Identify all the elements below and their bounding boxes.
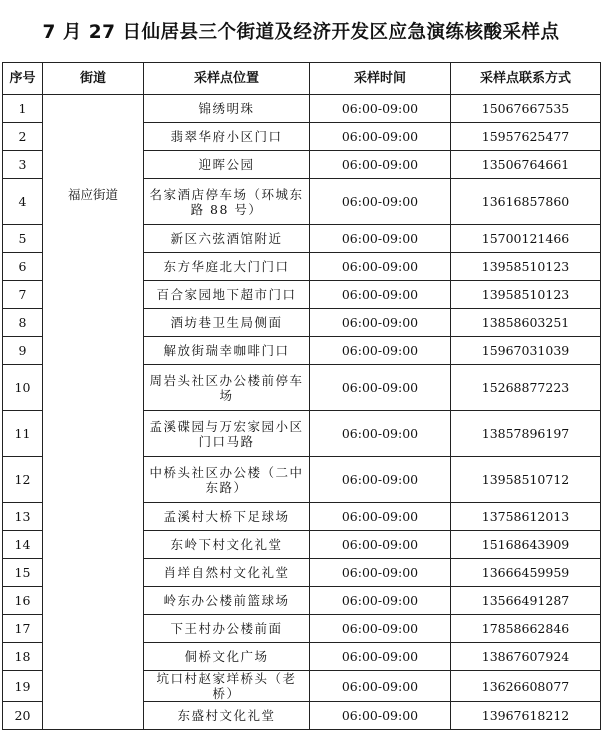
cell-no: 4 — [3, 179, 43, 225]
cell-time: 06:00-09:00 — [310, 253, 451, 281]
cell-phone: 13566491287 — [451, 587, 601, 615]
cell-no: 20 — [3, 702, 43, 730]
cell-location: 锦绣明珠 — [144, 95, 310, 123]
cell-time: 06:00-09:00 — [310, 457, 451, 503]
cell-phone: 15268877223 — [451, 365, 601, 411]
cell-no: 7 — [3, 281, 43, 309]
cell-time: 06:00-09:00 — [310, 531, 451, 559]
cell-phone: 15967031039 — [451, 337, 601, 365]
sampling-sites-table — [2, 62, 601, 730]
cell-no: 19 — [3, 671, 43, 702]
cell-phone: 13626608077 — [451, 671, 601, 702]
cell-phone: 13958510123 — [451, 253, 601, 281]
cell-time: 06:00-09:00 — [310, 615, 451, 643]
cell-no: 16 — [3, 587, 43, 615]
cell-street: 福应街道 — [43, 95, 144, 730]
cell-phone: 15957625477 — [451, 123, 601, 151]
header-location: 采样点位置 — [144, 63, 310, 95]
cell-time: 06:00-09:00 — [310, 179, 451, 225]
cell-time: 06:00-09:00 — [310, 309, 451, 337]
cell-phone: 15168643909 — [451, 531, 601, 559]
cell-no: 13 — [3, 503, 43, 531]
cell-time: 06:00-09:00 — [310, 281, 451, 309]
cell-location: 肖垟自然村文化礼堂 — [144, 559, 310, 587]
cell-phone: 13616857860 — [451, 179, 601, 225]
cell-location: 东盛村文化礼堂 — [144, 702, 310, 730]
cell-location: 翡翠华府小区门口 — [144, 123, 310, 151]
cell-phone: 13666459959 — [451, 559, 601, 587]
cell-time: 06:00-09:00 — [310, 702, 451, 730]
cell-location: 迎晖公园 — [144, 151, 310, 179]
cell-location: 酒坊巷卫生局侧面 — [144, 309, 310, 337]
table-row — [3, 95, 601, 123]
cell-time: 06:00-09:00 — [310, 123, 451, 151]
cell-time: 06:00-09:00 — [310, 151, 451, 179]
header-time: 采样时间 — [310, 63, 451, 95]
cell-time: 06:00-09:00 — [310, 95, 451, 123]
cell-no: 2 — [3, 123, 43, 151]
cell-phone: 13967618212 — [451, 702, 601, 730]
cell-no: 1 — [3, 95, 43, 123]
cell-no: 17 — [3, 615, 43, 643]
cell-no: 14 — [3, 531, 43, 559]
cell-time: 06:00-09:00 — [310, 671, 451, 702]
cell-no: 8 — [3, 309, 43, 337]
cell-time: 06:00-09:00 — [310, 559, 451, 587]
header-no: 序号 — [3, 63, 43, 95]
cell-phone: 13858603251 — [451, 309, 601, 337]
cell-no: 3 — [3, 151, 43, 179]
cell-location: 百合家园地下超市门口 — [144, 281, 310, 309]
cell-phone: 15067667535 — [451, 95, 601, 123]
cell-time: 06:00-09:00 — [310, 411, 451, 457]
cell-location: 侗桥文化广场 — [144, 643, 310, 671]
cell-location: 坑口村赵家垟桥头（老桥） — [144, 671, 310, 702]
cell-phone: 17858662846 — [451, 615, 601, 643]
cell-time: 06:00-09:00 — [310, 503, 451, 531]
cell-location: 解放街瑞幸咖啡门口 — [144, 337, 310, 365]
cell-phone: 15700121466 — [451, 225, 601, 253]
cell-no: 15 — [3, 559, 43, 587]
table-header-row — [3, 63, 601, 95]
cell-no: 18 — [3, 643, 43, 671]
cell-phone: 13506764661 — [451, 151, 601, 179]
cell-time: 06:00-09:00 — [310, 643, 451, 671]
cell-location: 孟溪村大桥下足球场 — [144, 503, 310, 531]
cell-time: 06:00-09:00 — [310, 365, 451, 411]
cell-phone: 13758612013 — [451, 503, 601, 531]
cell-phone: 13857896197 — [451, 411, 601, 457]
cell-phone: 13958510712 — [451, 457, 601, 503]
cell-no: 11 — [3, 411, 43, 457]
cell-location: 中桥头社区办公楼（二中东路） — [144, 457, 310, 503]
cell-no: 6 — [3, 253, 43, 281]
cell-location: 孟溪碟园与万宏家园小区门口马路 — [144, 411, 310, 457]
cell-location: 东方华庭北大门门口 — [144, 253, 310, 281]
cell-location: 岭东办公楼前篮球场 — [144, 587, 310, 615]
cell-no: 5 — [3, 225, 43, 253]
cell-phone: 13958510123 — [451, 281, 601, 309]
cell-no: 12 — [3, 457, 43, 503]
header-phone: 采样点联系方式 — [451, 63, 601, 95]
cell-location: 东岭下村文化礼堂 — [144, 531, 310, 559]
cell-no: 9 — [3, 337, 43, 365]
header-street: 街道 — [43, 63, 144, 95]
cell-no: 10 — [3, 365, 43, 411]
cell-time: 06:00-09:00 — [310, 225, 451, 253]
cell-location: 新区六弦酒馆附近 — [144, 225, 310, 253]
page-title: 7 月 27 日仙居县三个街道及经济开发区应急演练核酸采样点 — [42, 22, 560, 43]
table-body — [3, 95, 601, 730]
cell-phone: 13867607924 — [451, 643, 601, 671]
cell-location: 周岩头社区办公楼前停车场 — [144, 365, 310, 411]
cell-location: 名家酒店停车场（环城东路 88 号） — [144, 179, 310, 225]
cell-time: 06:00-09:00 — [310, 337, 451, 365]
cell-time: 06:00-09:00 — [310, 587, 451, 615]
cell-location: 下王村办公楼前面 — [144, 615, 310, 643]
